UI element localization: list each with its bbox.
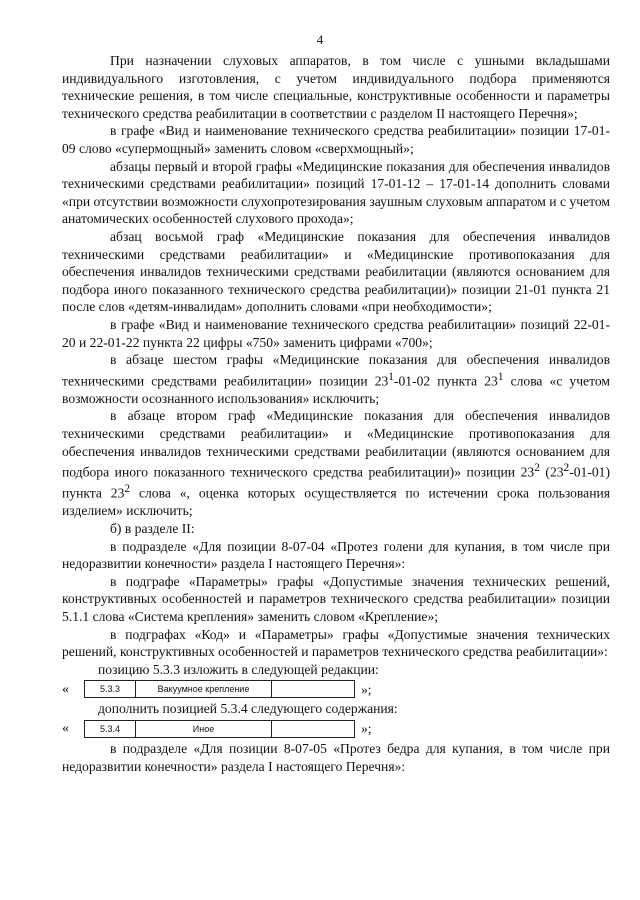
table-box <box>84 680 355 698</box>
paragraph: в подразделе «Для позиции 8-07-05 «Протез бедра для купания, в том числе при недоразвитии конечности» раздела I настоящего Перечня»: <box>62 740 610 774</box>
table-row-5-3-4 <box>62 719 610 739</box>
instruction-line: позицию 5.3.3 изложить в следующей редакции: <box>98 661 379 677</box>
paragraph: в графе «Вид и наименование технического средства реабилитации» позиции 17-01-09 слово «супермощный» заменить словом «сверхмощный»; <box>62 123 610 156</box>
document-body <box>62 52 610 775</box>
code-cell: 5.3.3 <box>85 681 136 697</box>
paragraph-position-23-2: в абзаце втором граф «Медицинские показания для обеспечения инвалидов техническими средствами реабилитации» и «Медицинские противопоказания для обеспечения инвалидов техническими средствами реабилитации (являются основанием для подбора иного показанного технического средства реабилитации)» позиции $23^2$ $(23^2-01-01)$ пункта $23^2$ слова «, оценка которых осуществляется по истечении срока пользования изделием» исключить; <box>62 408 610 519</box>
page-number: 4 <box>316 32 324 47</box>
paragraph: в подграфе «Параметры» графы «Допустимые значения технических решений, конструктивных особенностей и параметров технического средства реабилитации» позиции 5.1.1 слова «Система крепления» заменить словом «Крепление»; <box>62 573 610 624</box>
close-quote: »; <box>361 721 372 737</box>
empty-cell <box>271 681 354 697</box>
paragraph: абзацы первый и второй графы «Медицинские показания для обеспечения инвалидов техническими средствами реабилитации» позиций 17-01-12 – 17-01-14 дополнить словами «при отсутствии возможности слухопротезирования заушным слуховым аппаратом и с учетом анатомических особенностей слухового прохода»; <box>62 158 610 227</box>
paragraph: При назначении слуховых аппаратов, в том числе с ушными вкладышами индивидуального изготовления, с учетом индивидуального подбора применяются технические решения, в том числе специальные, конструктивные особенности и параметры технического средства реабилитации в соответствии с разделом II настоящего Перечня»; <box>62 53 610 121</box>
table-row-5-3-3 <box>62 679 610 699</box>
paragraph-position-23-1: в абзаце шестом графы «Медицинские показания для обеспечения инвалидов техническими средствами реабилитации» позиции $23^1-01-02$ пункта $23^1$ слова «с учетом возможности осознанного использования» исключить; <box>62 352 610 406</box>
close-quote: »; <box>361 681 372 697</box>
paragraph: в подразделе «Для позиции 8-07-04 «Протез голени для купания, в том числе при недоразвитии конечности» раздела I настоящего Перечня»: <box>62 538 610 572</box>
table-box <box>84 720 355 738</box>
param-cell: Иное <box>192 723 215 734</box>
param-cell: Вакуумное крепление <box>157 684 250 695</box>
instruction-line: дополнить позицией 5.3.4 следующего содержания: <box>98 701 398 717</box>
section-heading: б) в разделе II: <box>110 521 195 537</box>
open-quote: « <box>62 721 69 737</box>
paragraph: в графе «Вид и наименование технического средства реабилитации» позиций 22-01-20 и 22-01-22 пункта 22 цифры «750» заменить цифрами «700»; <box>62 316 610 350</box>
paragraph: в подграфах «Код» и «Параметры» графы «Допустимые значения технических решений, конструктивных особенностей и параметров технического средства реабилитации»: <box>62 626 610 660</box>
paragraph: абзац восьмой граф «Медицинские показания для обеспечения инвалидов техническими средствами реабилитации» и «Медицинские противопоказания для обеспечения инвалидов техническими средствами реабилитации (являются основанием для подбора иного показанного технического средства реабилитации)» позиции 21-01 пункта 21 после слов «детям-инвалидам» дополнить словами «при необходимости»; <box>62 228 610 315</box>
code-cell: 5.3.4 <box>85 721 136 737</box>
open-quote: « <box>62 681 69 697</box>
empty-cell <box>271 721 354 737</box>
